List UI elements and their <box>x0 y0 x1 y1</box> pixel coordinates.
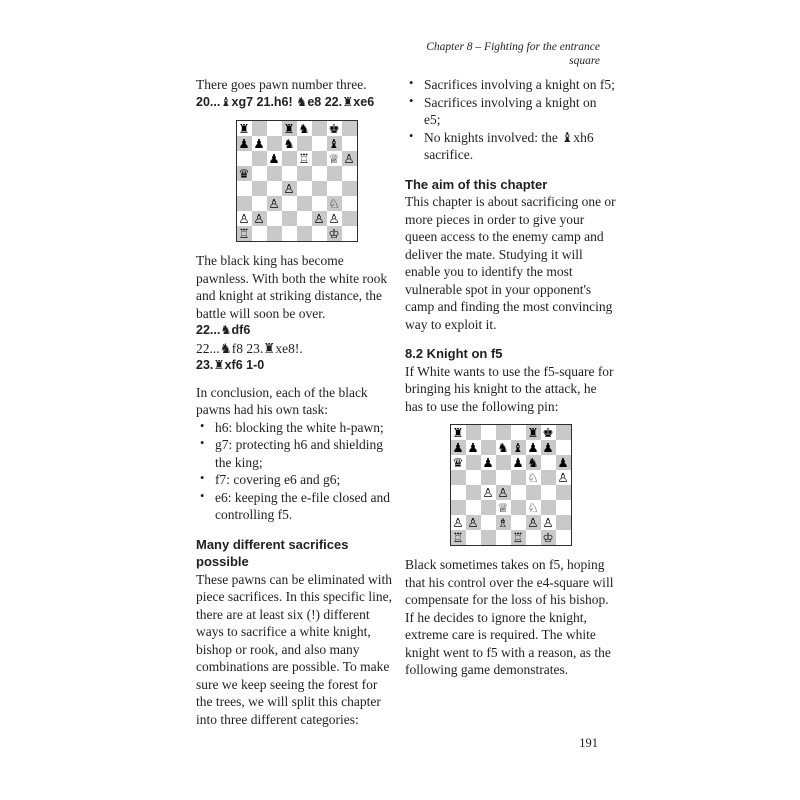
board-square-piece: ♙ <box>467 515 479 530</box>
chess-diagram-1 <box>236 120 358 242</box>
chess-board-1 <box>236 120 358 242</box>
board-square <box>556 440 571 455</box>
board-square <box>267 166 282 181</box>
board-square <box>481 530 496 545</box>
board-square <box>496 455 511 470</box>
board-square-piece: ♘ <box>527 500 539 515</box>
list-item: • e6: keeping the e-file closed and controlling f5. <box>196 489 397 524</box>
board-square <box>297 181 312 196</box>
conclusion-intro: In conclusion, each of the black pawns had his own task: <box>196 384 368 417</box>
board-square-piece: ♟ <box>527 440 539 455</box>
board-square <box>282 211 297 226</box>
move-line-bold-2: 23.♜xf6 1-0 <box>196 358 265 372</box>
board-square-piece: ♟ <box>268 151 280 166</box>
board-square-piece: ♜ <box>452 425 464 440</box>
board-square <box>282 196 297 211</box>
main-move-line: 20...♝xg7 21.h6! ♞e8 22.♜xe6 <box>196 94 375 109</box>
board-square <box>237 196 252 211</box>
board-square <box>556 530 571 545</box>
board-square-piece: ♞ <box>497 440 509 455</box>
board-square <box>511 515 526 530</box>
board-square-piece: ♙ <box>452 515 464 530</box>
board-square <box>252 121 267 136</box>
board-square <box>526 530 541 545</box>
board-square <box>342 136 357 151</box>
board-square <box>466 530 481 545</box>
board-square-piece: ♙ <box>268 196 280 211</box>
board-square-piece: ♛ <box>238 166 250 181</box>
move-line-variation: 22...♞f8 23.♜xe8!. <box>196 340 303 356</box>
board-square-piece: ♔ <box>328 226 340 241</box>
board-square <box>252 181 267 196</box>
running-head: Chapter 8 – Fighting for the entrance square <box>426 41 600 67</box>
board-square-piece: ♖ <box>238 226 250 241</box>
board-square <box>312 226 327 241</box>
board-square <box>312 151 327 166</box>
board-square <box>466 425 481 440</box>
board-square-piece: ♟ <box>542 440 554 455</box>
board-square-piece: ♚ <box>328 121 340 136</box>
aim-paragraph: This chapter is about sacrificing one or more pieces in order to give your queen access to the enemy camp and deliver the mate. Studying it will enable you to identify the most vulnerable spot in your opponent's camp and finding the most convincing way to exploit it. <box>405 194 616 332</box>
board-square <box>496 470 511 485</box>
board-square <box>312 196 327 211</box>
board-square-piece: ♟ <box>452 440 464 455</box>
board-square <box>496 425 511 440</box>
board-square <box>556 485 571 500</box>
board-square <box>327 166 342 181</box>
board-square <box>342 181 357 196</box>
board-square <box>511 470 526 485</box>
board-square <box>252 151 267 166</box>
board-square <box>297 226 312 241</box>
board-square <box>466 485 481 500</box>
page-number: 191 <box>579 736 598 750</box>
list-item: • Sacrifices involving a knight on f5; <box>405 76 616 94</box>
board-square <box>282 226 297 241</box>
board-square <box>297 136 312 151</box>
board-square <box>541 485 556 500</box>
board-square-piece: ♘ <box>527 470 539 485</box>
board-square <box>526 485 541 500</box>
board-square <box>282 151 297 166</box>
board-square-piece: ♟ <box>467 440 479 455</box>
board-square <box>267 211 282 226</box>
board-square-piece: ♟ <box>253 136 265 151</box>
board-square-piece: ♞ <box>298 121 310 136</box>
after-diagram-paragraph: Black sometimes takes on f5, hoping that his control over the e4-square will compensate for the loss of his bishop. If he decides to ignore the knight, extreme care is required. The white knight went to f5 with a reason, as the following game demonstrates. <box>405 557 614 677</box>
board-square <box>466 455 481 470</box>
board-square <box>297 166 312 181</box>
board-square <box>541 470 556 485</box>
board-square <box>312 121 327 136</box>
board-square <box>556 425 571 440</box>
board-square-piece: ♛ <box>452 455 464 470</box>
board-square-piece: ♕ <box>328 151 340 166</box>
board-square <box>481 425 496 440</box>
list-item: • Sacrifices involving a knight on e5; <box>405 94 616 129</box>
board-square <box>267 136 282 151</box>
board-square <box>541 455 556 470</box>
section-heading: 8.2 Knight on f5 <box>405 346 503 361</box>
board-square <box>342 211 357 226</box>
board-square <box>496 530 511 545</box>
board-square <box>342 226 357 241</box>
board-square-piece: ♚ <box>542 425 554 440</box>
board-square-piece: ♖ <box>512 530 524 545</box>
board-square-piece: ♞ <box>283 136 295 151</box>
board-square <box>237 181 252 196</box>
category-list <box>405 76 616 164</box>
board-square <box>556 500 571 515</box>
intro-paragraph: There goes pawn number three. <box>196 77 367 92</box>
board-square-piece: ♙ <box>542 515 554 530</box>
board-square <box>282 166 297 181</box>
chess-diagram-2 <box>450 424 572 546</box>
board-square <box>481 500 496 515</box>
board-square-piece: ♕ <box>497 500 509 515</box>
board-square-piece: ♙ <box>497 485 509 500</box>
chess-board-2 <box>450 424 572 546</box>
board-square <box>451 485 466 500</box>
board-square <box>267 121 282 136</box>
board-square-piece: ♙ <box>557 470 569 485</box>
move-line-bold-1: 22...♞df6 <box>196 323 251 337</box>
board-square <box>312 136 327 151</box>
board-square <box>297 196 312 211</box>
list-item: • g7: protecting h6 and shielding the king; <box>196 436 397 471</box>
board-square-piece: ♘ <box>328 196 340 211</box>
board-square <box>297 211 312 226</box>
board-square <box>267 181 282 196</box>
board-square-piece: ♔ <box>542 530 554 545</box>
list-item: • f7: covering e6 and g6; <box>196 471 397 489</box>
board-square <box>481 470 496 485</box>
board-square <box>466 500 481 515</box>
board-square <box>511 500 526 515</box>
board-square <box>451 470 466 485</box>
board-square <box>481 440 496 455</box>
board-square-piece: ♖ <box>452 530 464 545</box>
board-square <box>466 470 481 485</box>
board-square-piece: ♟ <box>512 455 524 470</box>
board-square-piece: ♟ <box>482 455 494 470</box>
board-square-piece: ♙ <box>313 211 325 226</box>
aim-heading: The aim of this chapter <box>405 176 548 192</box>
board-square <box>312 166 327 181</box>
board-square <box>342 196 357 211</box>
board-square <box>252 166 267 181</box>
board-square <box>237 151 252 166</box>
board-square-piece: ♙ <box>238 211 250 226</box>
sacrifices-paragraph: These pawns can be eliminated with piece sacrifices. In this specific line, there are at least six (!) different ways to sacrifice a white knight, bishop or rook, and also many combinations are possible. To make sure we keep seeing the forest for the trees, we will split this chapter into three different categories: <box>196 571 393 727</box>
left-column <box>196 76 397 728</box>
board-square <box>541 500 556 515</box>
board-square-piece: ♜ <box>238 121 250 136</box>
right-column <box>405 76 616 679</box>
board-square-piece: ♖ <box>298 151 310 166</box>
board-square-piece: ♙ <box>482 485 494 500</box>
board-square-piece: ♟ <box>238 136 250 151</box>
board-square-piece: ♜ <box>527 425 539 440</box>
list-item: • No knights involved: the ♝xh6 sacrifice. <box>405 129 616 164</box>
section-intro-paragraph: If White wants to use the f5-square for bringing his knight to the attack, he has to use the following pin: <box>405 363 614 414</box>
board-square <box>451 500 466 515</box>
board-square <box>481 515 496 530</box>
board-square-piece: ♙ <box>527 515 539 530</box>
board-square-piece: ♞ <box>527 455 539 470</box>
board-square <box>252 196 267 211</box>
board-square-piece: ♝ <box>512 440 524 455</box>
board-square <box>327 181 342 196</box>
board-square <box>252 226 267 241</box>
board-square <box>267 226 282 241</box>
board-square <box>342 166 357 181</box>
board-square-piece: ♝ <box>328 136 340 151</box>
board-square-piece: ♙ <box>283 181 295 196</box>
board-square <box>511 485 526 500</box>
board-square-piece: ♟ <box>557 455 569 470</box>
board-square <box>312 181 327 196</box>
board-square <box>342 121 357 136</box>
pawn-task-list <box>196 419 397 524</box>
list-item: • h6: blocking the white h-pawn; <box>196 419 397 437</box>
board-square-piece: ♙ <box>328 211 340 226</box>
board-square <box>556 515 571 530</box>
board-square <box>511 425 526 440</box>
sacrifices-heading: Many different sacrifices possible <box>196 536 349 569</box>
after-diagram-paragraph: The black king has become pawnless. With both the white rook and knight at striking distance, the battle will soon be over. <box>196 253 388 321</box>
board-square-piece: ♙ <box>253 211 265 226</box>
board-square-piece: ♙ <box>343 151 355 166</box>
board-square-piece: ♗ <box>497 515 509 530</box>
board-square-piece: ♜ <box>283 121 295 136</box>
